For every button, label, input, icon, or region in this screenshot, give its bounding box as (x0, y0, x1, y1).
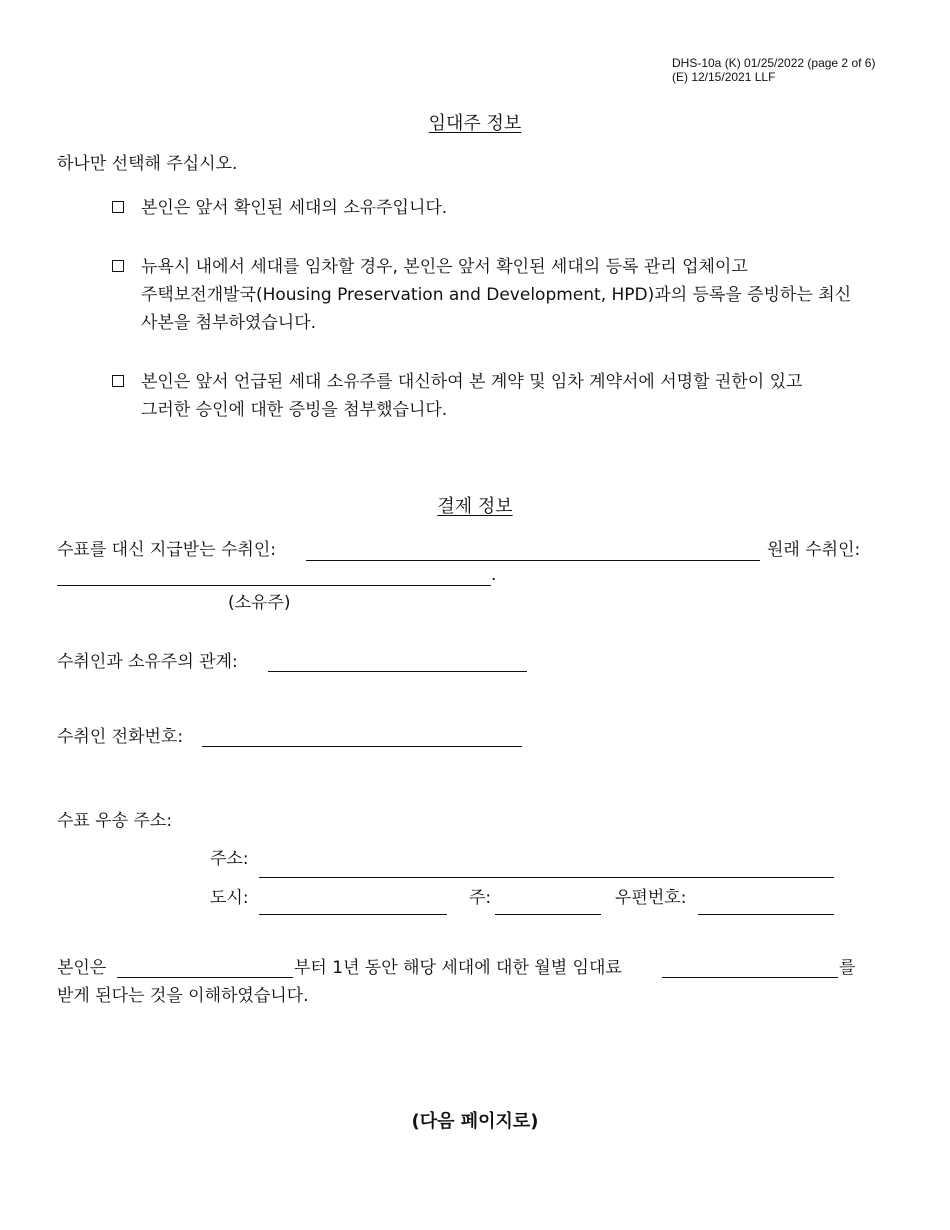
ack-start-date-field[interactable] (117, 977, 293, 978)
option-authorized-signer-text-line-2: 그러한 승인에 대한 증빙을 첨부했습니다. (141, 400, 448, 420)
select-one-instruction: 하나만 선택해 주십시오. (57, 154, 238, 174)
option-authorized-signer-text-line-1: 본인은 앞서 언급된 세대 소유주를 대신하여 본 계약 및 임차 계약서에 서명할 권한이 있고 (141, 372, 803, 392)
relationship-field[interactable] (268, 671, 527, 672)
option-owner-checkbox[interactable] (112, 201, 124, 213)
address-label: 주소: (210, 849, 249, 869)
option-authorized-signer-checkbox[interactable] (112, 375, 124, 387)
state-field[interactable] (495, 914, 601, 915)
option-managing-agent-text-line-1: 뉴욕시 내에서 세대를 임차할 경우, 본인은 앞서 확인된 세대의 등록 관리 업체이고 (141, 257, 748, 277)
ack-prefix: 본인은 (57, 958, 107, 978)
address-field[interactable] (259, 877, 834, 878)
zip-field[interactable] (698, 914, 834, 915)
ack-monthly-rent-field[interactable] (662, 977, 838, 978)
form-id-line-1: DHS-10a (K) 01/25/2022 (page 2 of 6) (672, 56, 876, 70)
owner-note: (소유주) (228, 593, 291, 613)
form-id-line-2: (E) 12/15/2021 LLF (672, 70, 776, 84)
zip-label: 우편번호: (615, 888, 687, 908)
payment-section-title: 결제 정보 (437, 496, 513, 517)
ack-middle-text: 부터 1년 동안 해당 세대에 대한 월별 임대료 (294, 958, 622, 978)
landlord-section-title: 임대주 정보 (428, 113, 522, 134)
alt-payee-field[interactable] (306, 560, 760, 561)
city-label: 도시: (210, 888, 249, 908)
orig-payee-label: 원래 수취인: (767, 540, 861, 560)
orig-payee-period: . (491, 565, 497, 585)
option-managing-agent-text-line-2: 주택보전개발국(Housing Preservation and Development, HPD)과의 등록을 증빙하는 최신 (141, 285, 852, 305)
mailing-address-label: 수표 우송 주소: (57, 811, 173, 831)
alt-payee-label: 수표를 대신 지급받는 수취인: (57, 540, 277, 560)
form-id-header (672, 56, 875, 84)
payee-phone-field[interactable] (202, 746, 522, 747)
payee-phone-label: 수취인 전화번호: (57, 727, 184, 747)
continue-next-page: (다음 페이지로) (411, 1111, 539, 1132)
option-managing-agent-checkbox[interactable] (112, 260, 124, 272)
ack-suffix: 를 (839, 958, 856, 978)
option-managing-agent-text-line-3: 사본을 첨부하였습니다. (141, 313, 317, 333)
relationship-label: 수취인과 소유주의 관계: (57, 652, 238, 672)
orig-payee-field[interactable] (57, 585, 491, 586)
state-label: 주: (469, 888, 492, 908)
option-owner-text: 본인은 앞서 확인된 세대의 소유주입니다. (141, 198, 448, 218)
city-field[interactable] (259, 914, 447, 915)
ack-line-2: 받게 된다는 것을 이해하였습니다. (57, 986, 309, 1006)
